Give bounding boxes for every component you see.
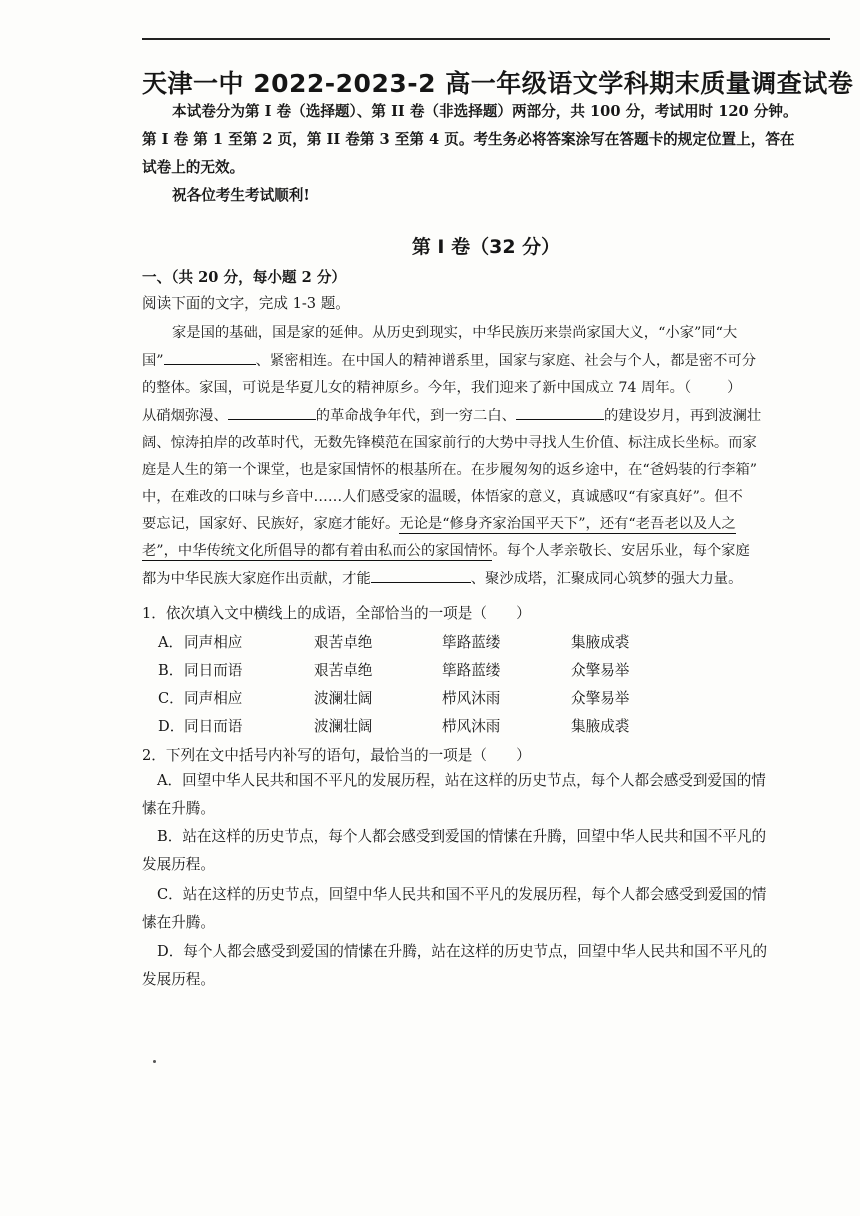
top-rule (142, 38, 830, 40)
passage-line: 家是国的基础，国是家的延伸。从历史到现实，中华民族历来崇尚家国大义，“小家”同“大 (172, 325, 738, 341)
passage-line: 庭是人生的第一个课堂，也是家国情怀的根基所在。在步履匆匆的返乡途中，在“爸妈装的行李箱” (142, 462, 758, 478)
reading-passage (142, 320, 834, 593)
passage-line: 阔、惊涛拍岸的改革时代，无数先锋模范在国家前行的大势中寻找人生价值、标注成长坐标。而家 (142, 435, 757, 451)
q2-option-c: C．站在这样的历史节点，回望中华人民共和国不平凡的发展历程，每个人都会感受到爱国的情 愫在升腾。 (142, 886, 767, 931)
exam-title: 天津一中 2022-2023-2 高一年级语文学科期末质量调查试卷 (142, 69, 854, 98)
passage-line: 从硝烟弥漫、 的革命战争年代，到一穷二白、 的建设岁月，再到波澜壮 (142, 402, 834, 430)
passage-line: 都为中华民族大家庭作出贡献，才能 、聚沙成塔，汇聚成同心筑梦的强大力量。 (142, 565, 834, 593)
passage-line: 老”，中华传统文化所倡导的都有着由私而公的家国情怀。每个人孝亲敬长、安居乐业，每个家庭 (142, 543, 750, 559)
q2-option-d: D．每个人都会感受到爱国的情愫在升腾，站在这样的历史节点，回望中华人民共和国不平凡的 发展历程。 (142, 943, 768, 988)
intro-line-1: 本试卷分为第 I 卷（选择题）、第 II 卷（非选择题）两部分，共 100 分，考试用时 120 分钟。 (172, 103, 798, 120)
good-luck-wish: 祝各位考生考试顺利! (172, 187, 310, 204)
fill-blank (516, 402, 604, 420)
passage-line: 国” 、紧密相连。在中国人的精神谱系里，国家与家庭、社会与个人，都是密不可分 (142, 347, 834, 375)
underlined-sentence: 老”，中华传统文化所倡导的都有着由私而公的家国情怀 (142, 543, 493, 559)
passage-line: 中，在难改的口味与乡音中……人们感受家的温暖，体悟家的意义，真诚感叹“有家真好”。但不 (142, 489, 743, 505)
exam-instructions (142, 98, 832, 210)
fill-blank (228, 402, 316, 420)
q2-option-b: B．站在这样的历史节点，每个人都会感受到爱国的情愫在升腾，回望中华人民共和国不平凡的 发展历程。 (142, 828, 767, 873)
q2-option-a: A．回望中华人民共和国不平凡的发展历程，站在这样的历史节点，每个人都会感受到爱国的情 愫在升腾。 (142, 772, 766, 817)
scan-speck (153, 1060, 156, 1063)
fill-blank (164, 347, 256, 365)
fill-blank (371, 565, 471, 583)
question-1-stem: 1．依次填入文中横线上的成语，全部恰当的一项是（ ） (142, 605, 531, 622)
part-heading: 一、（共 20 分，每小题 2 分） (142, 269, 347, 286)
reading-instruction: 阅读下面的文字，完成 1-3 题。 (142, 295, 350, 312)
intro-line-3: 试卷上的无效。 (142, 159, 245, 176)
underlined-sentence: 无论是“修身齐家治国平天下”，还有“老吾老以及人之 (399, 516, 736, 532)
intro-line-2: 第 I 卷 第 1 至第 2 页，第 II 卷第 3 至第 4 页。考生务必将答案涂写在答题卡的规定位置上，答在 (142, 131, 795, 148)
section-title: 第 I 卷（32 分） (411, 236, 561, 258)
passage-line: 要忘记，国家好、民族好，家庭才能好。无论是“修身齐家治国平天下”，还有“老吾老以及人之 (142, 516, 736, 532)
passage-line: 的整体。家国，可说是华夏儿女的精神原乡。今年，我们迎来了新中国成立 74 周年。（ ） (142, 380, 742, 396)
question-2-stem: 2．下列在文中括号内补写的语句，最恰当的一项是（ ） (142, 747, 531, 764)
